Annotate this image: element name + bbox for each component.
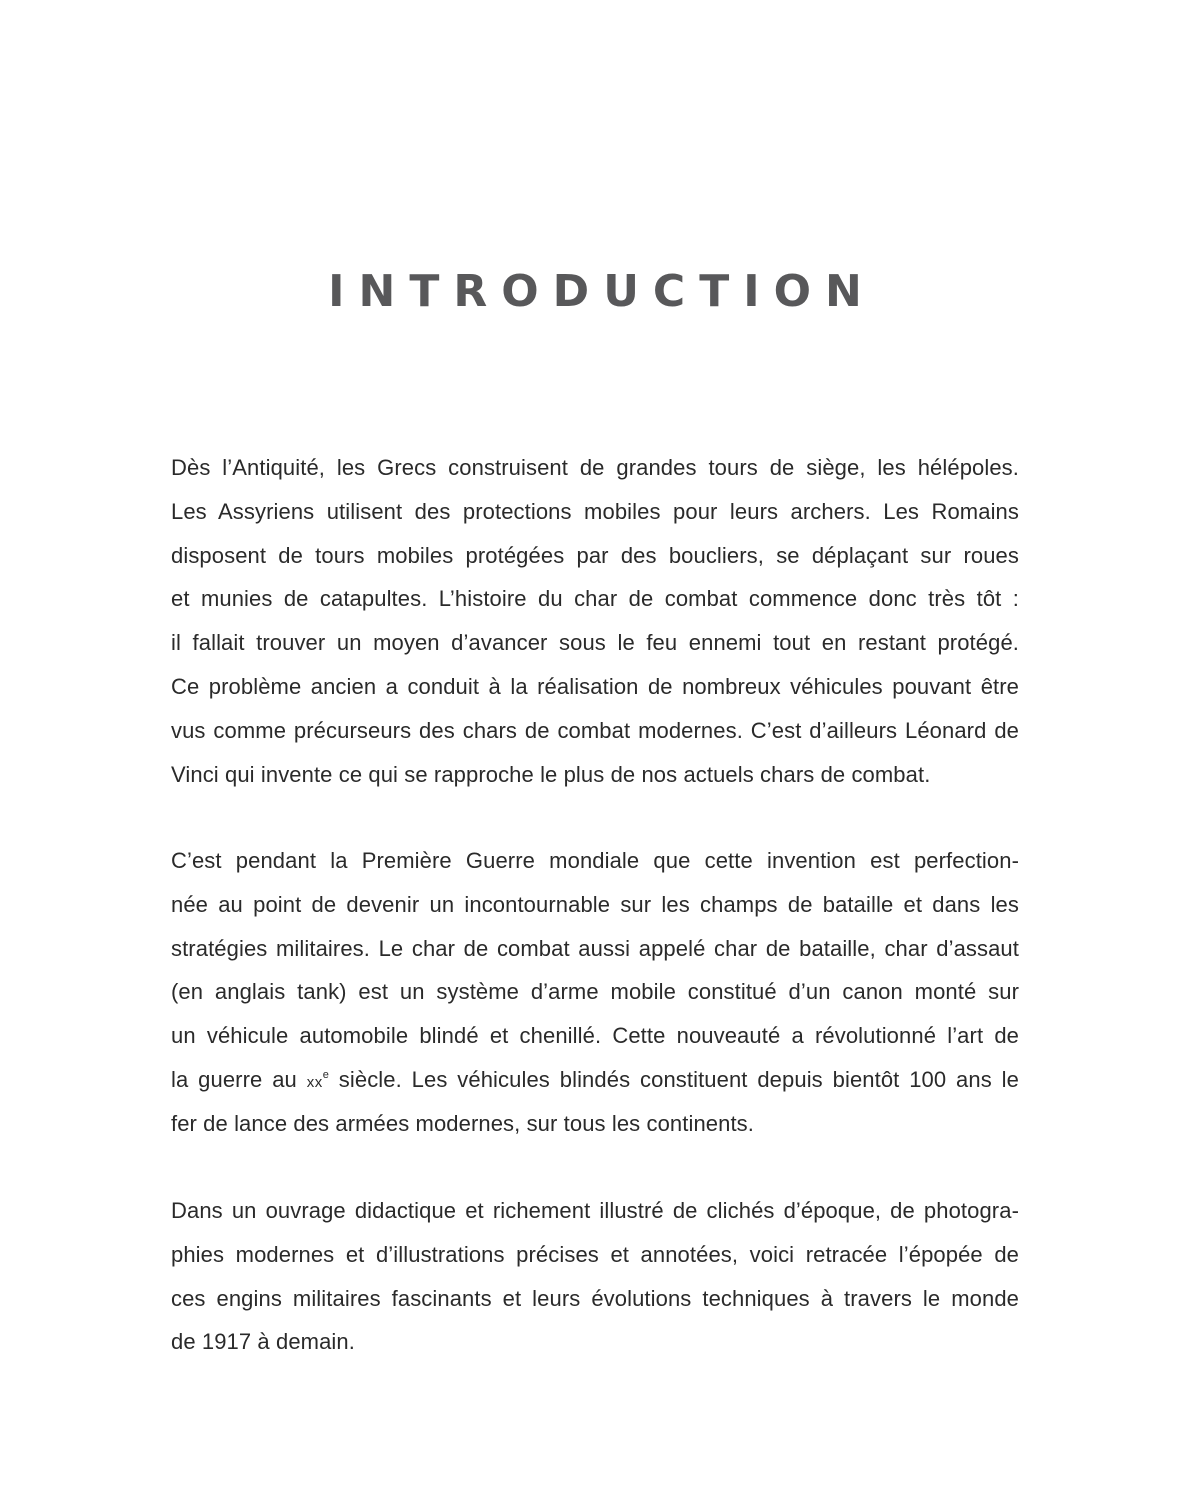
- paragraph-line: Ce problème ancien a conduit à la réalisation de nombreux véhicules pouvant être: [171, 673, 1019, 699]
- century-line-before: la guerre au: [171, 1066, 307, 1092]
- paragraph-line: stratégies militaires. Le char de combat aussi appelé char de bataille, char d’assaut: [171, 935, 1019, 961]
- paragraph-line: et munies de catapultes. L’histoire du char de combat commence donc très tôt :: [171, 586, 1019, 612]
- century-superscript: e: [322, 1068, 329, 1081]
- paragraph-line: Dans un ouvrage didactique et richement illustré de clichés d’époque, de photogra-: [171, 1198, 1019, 1223]
- paragraph-line: vus comme précurseurs des chars de combat modernes. C’est d’ailleurs Léonard de: [171, 717, 1019, 743]
- page-title: INTRODUCTION: [328, 266, 876, 317]
- paragraph-line: phies modernes et d’illustrations précises et annotées, voici retracée l’épopée de: [171, 1241, 1019, 1267]
- paragraph-book-description: [171, 1189, 1019, 1364]
- century-numeral: xx: [306, 1073, 323, 1091]
- paragraph-line: (en anglais tank) est un système d’arme mobile constitué d’un canon monté sur: [171, 979, 1019, 1005]
- paragraph-line: Vinci qui invente ce qui se rapproche le plus de nos actuels chars de combat.: [171, 761, 931, 787]
- paragraph-line: née au point de devenir un incontournable sur les champs de bataille et dans les: [171, 891, 1019, 917]
- paragraph-line: ces engins militaires fascinants et leurs évolutions techniques à travers le monde: [171, 1285, 1019, 1311]
- paragraph-line-century: [171, 1058, 1019, 1102]
- paragraph-line: un véhicule automobile blindé et chenillé. Cette nouveauté a révolutionné l’art de: [171, 1023, 1019, 1049]
- paragraph-line: Les Assyriens utilisent des protections mobiles pour leurs archers. Les Romains: [171, 498, 1019, 524]
- paragraph-line: C’est pendant la Première Guerre mondiale que cette invention est perfection-: [171, 848, 1019, 873]
- century-line-after: siècle. Les véhicules blindés constituent depuis bientôt 100 ans le: [328, 1066, 1019, 1092]
- paragraph-line: fer de lance des armées modernes, sur tous les continents.: [171, 1110, 754, 1136]
- paragraph-first-world-war: [171, 839, 1019, 1146]
- paragraph-line: il fallait trouver un moyen d’avancer sous le feu ennemi tout en restant protégé.: [171, 630, 1019, 656]
- paragraph-line: de 1917 à demain.: [171, 1329, 355, 1355]
- paragraph-antiquity: [171, 446, 1019, 796]
- paragraph-line: Dès l’Antiquité, les Grecs construisent de grandes tours de siège, les hélépoles.: [171, 455, 1019, 480]
- paragraph-line: disposent de tours mobiles protégées par des boucliers, se déplaçant sur roues: [171, 542, 1019, 568]
